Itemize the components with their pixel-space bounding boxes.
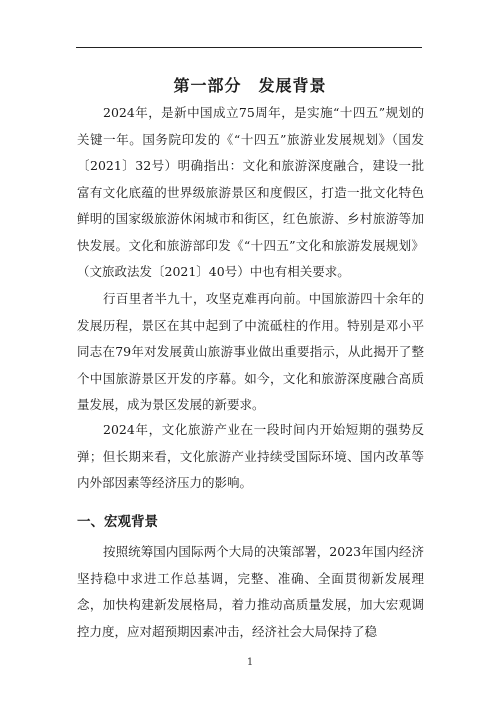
body-paragraph: 2024年，文化旅游产业在一段时间内开始短期的强势反弹；但长期来看，文化旅游产业持续受国际环境、国内改革等内外部因素等经济压力的影响。 [77, 422, 424, 490]
header-rule [76, 47, 422, 48]
section-paragraph: 按照统筹国内国际两个大局的决策部署，2023年国内经济坚持稳中求进工作总基调，完整、准确、全面贯彻新发展理念，加快构建新发展格局，着力推动高质量发展，加大宏观调控力度，应对超预期因素冲击，经济社会大局保持了稳 [77, 544, 424, 639]
body-paragraph: 行百里者半九十，攻坚克难再向前。中国旅游四十余年的发展历程，景区在其中起到了中流砥柱的作用。特别是邓小平同志在79年对发展黄山旅游事业做出重要指示，从此揭开了整个中国旅游景区开发的序幕。如今，文化和旅游深度融合高质量发展，成为景区发展的新要求。 [77, 291, 424, 412]
page-title: 第一部分 发展背景 [173, 75, 327, 95]
page-number: 1 [246, 657, 254, 668]
body-paragraph: 2024年，是新中国成立75周年，是实施“十四五”规划的关键一年。国务院印发的《“十四五”旅游业发展规划》（国发〔2021〕32号）明确指出：文化和旅游深度融合，建设一批富有文化底蕴的世界级旅游景区和度假区，打造一批文化特色鲜明的国家级旅游休闲城市和街区，红色旅游、乡村旅游等加快发展。文化和旅游部印发《“十四五”文化和旅游发展规划》（文旅政法发〔2021〕40号）中也有相关要求。 [77, 105, 424, 279]
section-heading: 一、宏观背景 [77, 514, 158, 530]
